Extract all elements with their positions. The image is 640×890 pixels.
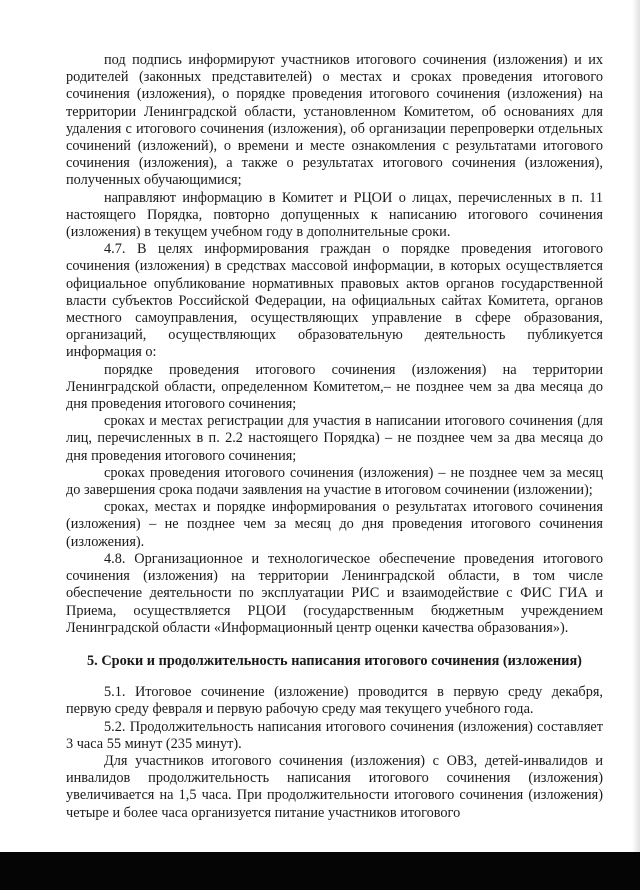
paragraph-ovz: Для участников итогового сочинения (изложения) с ОВЗ, детей-инвалидов и инвалидов продолжительность написания итогового сочинения (изложения) увеличивается на 1,5 часа. При продолжительности итогового сочинения (изложения) четыре и более часа организуется питание участников итогового xyxy=(66,752,603,821)
paragraph-4-8: 4.8. Организационное и технологическое обеспечение проведения итогового сочинения (изложения) на территории Ленинградской области, в том числе обеспечение деятельности по эксплуатации РИС и взаимодействие с ФИС ГИА и Приема, осуществляется РЦОИ (государственным бюджетным учреждением Ленинградской области «Информационный центр оценки качества образования»). xyxy=(66,550,603,636)
document-body xyxy=(66,52,603,822)
paragraph-5-1: 5.1. Итоговое сочинение (изложение) проводится в первую среду декабря, первую среду февраля и первую рабочую среду мая текущего учебного года. xyxy=(66,684,603,718)
paragraph-5-2: 5.2. Продолжительность написания итогового сочинения (изложения) составляет 3 часа 55 минут (235 минут). xyxy=(66,718,603,752)
paragraph-results-info: сроках, местах и порядке информирования о результатах итогового сочинения (изложения) – не позднее чем за месяц до дня проведения итогового сочинения (изложения). xyxy=(66,499,603,550)
section-5-heading: 5. Сроки и продолжительность написания итогового сочинения (изложения) xyxy=(87,652,582,669)
paragraph-procedure: порядке проведения итогового сочинения (изложения) на территории Ленинградской области, определенном Комитетом,– не позднее чем за два месяца до дня проведения итогового сочинения; xyxy=(66,361,603,413)
paragraph-inform-participants: под подпись информируют участников итогового сочинения (изложения) и их родителей (законных представителей) о местах и сроках проведения итогового сочинения (изложения), о порядке проведения итогового сочинения (изложения) на территории Ленинградской области, установленном Комитетом, об основаниях для удаления с итогового сочинения (изложения), об организации перепроверки отдельных сочинений (изложений), о времени и месте ознакомления с результатами итогового сочинения (изложения), а также о результатах итогового сочинения (изложения), полученных обучающимися; xyxy=(66,52,603,189)
paragraph-send-info: направляют информацию в Комитет и РЦОИ о лицах, перечисленных в п. 11 настоящего Порядка, повторно допущенных к написанию итогового сочинения (изложения) в текущем учебном году в дополнительные сроки. xyxy=(66,189,603,241)
paragraph-dates: сроках проведения итогового сочинения (изложения) – не позднее чем за месяц до завершения срока подачи заявления на участие в итоговом сочинении (изложении); xyxy=(66,464,603,499)
scan-edge-shadow xyxy=(632,0,640,852)
paragraph-4-7: 4.7. В целях информирования граждан о порядке проведения итогового сочинения (изложения) в средствах массовой информации, в которых осуществляется официальное опубликование нормативных правовых актов органов государственной власти субъектов Российской Федерации, на официальных сайтах Комитета, органов местного самоуправления, осуществляющих управление в сфере образования, организаций, осуществляющих образовательную деятельность публикуется информация о: xyxy=(66,241,603,361)
paragraph-registration: сроках и местах регистрации для участия в написании итогового сочинения (для лиц, перечисленных в п. 2.2 настоящего Порядка) – не позднее чем за два месяца до дня проведения итогового сочинения; xyxy=(66,413,603,464)
scan-bottom-border xyxy=(0,852,640,890)
